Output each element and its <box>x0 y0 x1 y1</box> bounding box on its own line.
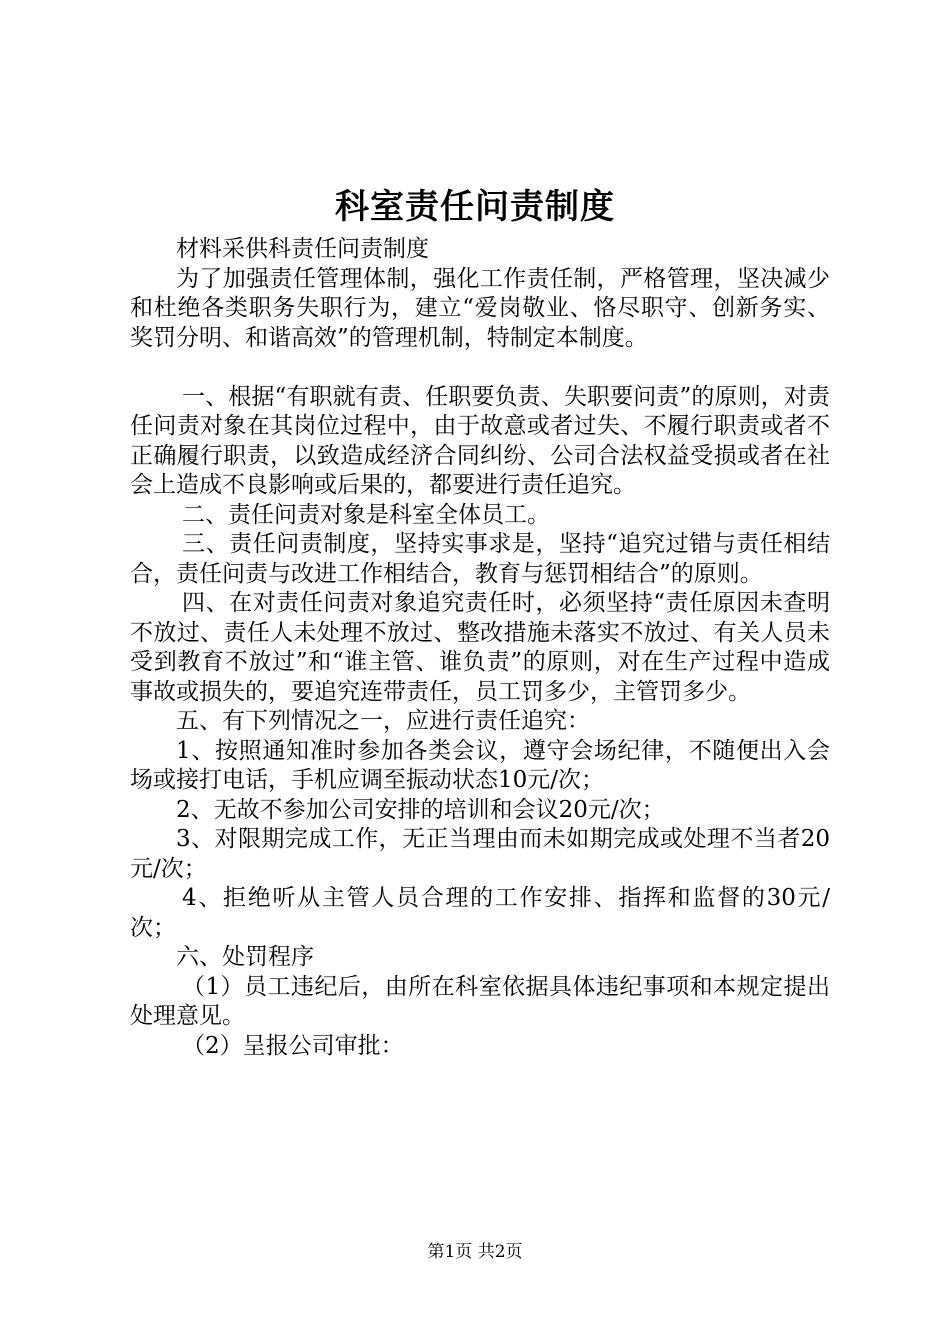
paragraph-item-1: 1、按照通知准时参加各类会议，遵守会场纪律，不随便出入会场或接打电话，手机应调至振动状态10元/次； <box>130 737 830 793</box>
document-body <box>130 235 830 1061</box>
paragraph-clause-2: 二、责任问责对象是科室全体员工。 <box>182 501 550 528</box>
page-footer: 第1页 共2页 <box>427 1242 523 1262</box>
document-title: 科室责任问责制度 <box>335 187 615 227</box>
paragraph-item-3: 3、对限期完成工作，无正当理由而未如期完成或处理不当者20元/次； <box>130 826 830 882</box>
paragraph-clause-6: 六、处罚程序 <box>176 944 314 970</box>
paragraph-clause-3: 三、责任问责制度，坚持实事求是，坚持“追究过错与责任相结合，责任问责与改进工作相结合，教育与惩罚相结合”的原则。 <box>130 531 830 587</box>
paragraph-item-2: 2、无故不参加公司安排的培训和会议20元/次； <box>176 796 665 823</box>
paragraph-procedure-1: （1）员工违纪后，由所在科室依据具体违纪事项和本规定提出处理意见。 <box>130 973 830 1029</box>
paragraph-intro: 为了加强责任管理体制，强化工作责任制，严格管理，坚决减少和杜绝各类职务失职行为，建立“爱岗敬业、恪尽职守、创新务实、奖罚分明、和谐高效”的管理机制，特制定本制度。 <box>130 265 830 351</box>
paragraph-procedure-2: （2）呈报公司审批： <box>182 1032 404 1059</box>
paragraph-clause-1: 一、根据“有职就有责、任职要负责、失职要问责”的原则，对责任问责对象在其岗位过程中，由于故意或者过失、不履行职责或者不正确履行职责，以致造成经济合同纠纷、公司合法权益受损或者在社会上造成不良影响或后果的，都要进行责任追究。 <box>130 383 830 498</box>
paragraph-subtitle: 材料采供科责任问责制度 <box>176 236 429 262</box>
paragraph-clause-4: 四、在对责任问责对象追究责任时，必须坚持“责任原因未查明不放过、责任人未处理不放过、整改措施未落实不放过、有关人员未受到教育不放过”和“谁主管、谁负责”的原则，对在生产过程中造成事故或损失的，要追究连带责任，员工罚多少，主管罚多少。 <box>130 590 830 705</box>
paragraph-item-4: 4、拒绝听从主管人员合理的工作安排、指挥和监督的30元/次； <box>130 885 830 941</box>
paragraph-clause-5: 五、有下列情况之一，应进行责任追究： <box>176 708 590 734</box>
paragraph-spacer <box>130 353 830 383</box>
